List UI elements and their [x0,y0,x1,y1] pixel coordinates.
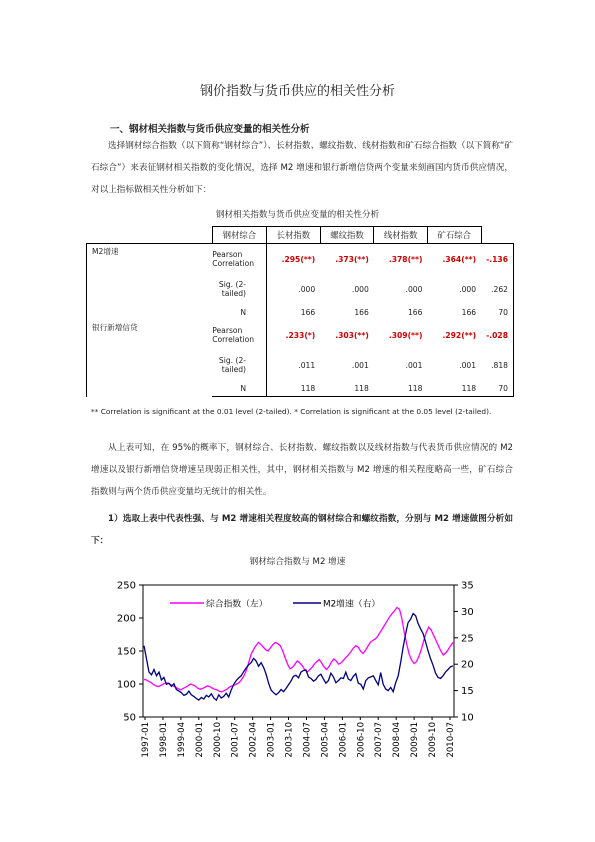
intro-paragraph [91,135,513,201]
y-left-tick-label: 100 [116,679,136,691]
column-header: 线材指数 [374,227,428,244]
table-cell: .233(*) [267,320,321,350]
table-cell: -.028 [481,320,513,350]
x-tick-label: 1999-04 [176,722,187,758]
table-cell: 166 [407,307,423,317]
row-stat-label: N [212,380,266,397]
table-cell: -.136 [481,244,513,275]
column-header: 钢材综合 [212,227,266,244]
x-tick-label: 2006-01 [338,722,349,758]
y-right-tick-label: 20 [461,659,474,671]
table-row [87,320,514,350]
correlation-table [86,226,514,397]
section-heading-1: 一、钢材相关指数与货币供应变量的相关性分析 [110,124,310,135]
table-cell: .378(**) [374,244,428,275]
x-tick-label: 2005-04 [320,722,331,758]
table-cell: 118 [267,380,321,397]
table-cell: .292(**) [442,330,477,340]
x-tick-label: 2000-01 [194,722,205,758]
x-tick-label: 2001-07 [230,722,241,758]
row-stat-label: Sig. (2-tailed) [218,280,247,298]
series-line [144,614,453,701]
table-cell: .262 [481,274,513,304]
y-left-tick-label: 200 [116,613,136,625]
table-cell: .000 [267,274,321,304]
legend-label: 综合指数（左） [206,599,268,610]
x-tick-label: 2003-01 [266,722,277,758]
column-header: 螺纹指数 [320,227,374,244]
table-cell: .373(**) [320,244,374,275]
x-tick-label: 2010-07 [446,722,456,758]
table-cell: 70 [481,380,513,397]
table-cell: 70 [481,304,513,320]
table-cell: .000 [459,284,477,294]
table-cell: .000 [351,284,369,294]
page-title: 钢价指数与货币供应的相关性分析 [199,84,395,99]
section-heading-2 [91,508,513,552]
x-tick-label: 1997-01 [141,722,151,758]
column-header: 长材指数 [267,227,321,244]
table-note: ** Correlation is significant at the 0.01 level (2-tailed). * Correlation is significant at the 0.05 level (2-tailed). [91,407,492,416]
y-left-tick-label: 150 [116,646,136,658]
column-header: 矿石综合 [427,227,481,244]
y-left-tick-label: 50 [123,712,136,724]
x-tick-label: 2007-07 [374,722,385,758]
intro-text: 选择钢材综合指数（以下简称“钢材综合”）、长材指数、螺纹指数、线材指数和矿石综合指数（以下简称“矿石综合”）来表征钢材相关指数的变化情况，选择 M2 增速和银行新增信贷两个变量来刻画国内货币供应情况，对以上指标做相关性分析如下： [91,141,513,195]
x-tick-label: 2002-04 [248,722,259,758]
table-cell: .364(**) [427,244,481,275]
table-cell: 166 [267,304,321,320]
row-group-label: 银行新增信贷 [87,320,213,397]
analysis-text: 从上表可知，在 95%的概率下，钢材综合、长材指数、螺纹指数以及线材指数与代表货币供应情况的 M2 增速以及银行新增信贷增速呈现弱正相关性，其中，钢材相关指数与 M2 增速的相关程度略高一些，矿石综合指数则与两个货币供应变量均无统计的相关性。 [91,443,513,497]
row-stat-label: Pearson Correlation [212,244,266,275]
table-cell: 118 [427,380,481,397]
row-stat-label: Pearson Correlation [212,326,255,344]
table-cell: 118 [320,380,374,397]
x-tick-label: 2003-10 [284,722,295,758]
chart-title: 钢材综合指数与 M2 增速 [249,557,346,567]
row-stat-label: Sig. (2-tailed) [218,356,247,374]
row-group-label: M2增速 [87,244,213,321]
table-cell: 118 [374,380,428,397]
x-tick-label: 2000-10 [212,722,223,758]
table-cell: .011 [267,350,321,380]
plot-area [143,585,454,717]
x-tick-label: 2008-04 [392,722,403,758]
table-cell: .818 [481,350,513,380]
table-cell: 166 [461,307,477,317]
analysis-paragraph [91,437,513,503]
y-left-tick-label: 250 [116,580,136,592]
x-tick-label: 2009-10 [428,722,439,758]
table-caption: 钢材相关指数与货币供应变量的相关性分析 [215,210,380,220]
x-tick-label: 2009-01 [410,722,421,758]
legend-label: M2增速（右） [323,599,381,610]
y-right-tick-label: 10 [461,712,474,724]
y-right-tick-label: 35 [461,580,474,592]
y-right-tick-label: 30 [461,606,474,618]
table-cell: 166 [354,307,369,317]
y-right-tick-label: 25 [461,633,474,645]
x-tick-label: 1998-01 [158,722,169,758]
x-tick-label: 2004-07 [302,722,313,758]
table-cell: .001 [459,360,477,370]
y-right-tick-label: 15 [461,686,474,698]
table-cell: .303(**) [335,330,369,340]
table-cell: .001 [351,360,369,370]
table-header-row [87,227,514,244]
section2-text: 1）选取上表中代表性强、与 M2 增速相关程度较高的钢材综合和螺纹指数，分别与 M2 增速做图分析如下： [91,514,513,546]
table-cell: .000 [405,284,423,294]
row-stat-label: N [240,307,247,317]
table-cell: .001 [405,360,423,370]
series-line [144,607,453,692]
table-row [87,244,514,275]
x-tick-label: 2006-10 [356,722,367,758]
table-cell: .295(**) [267,244,321,275]
table-cell: .309(**) [388,330,423,340]
